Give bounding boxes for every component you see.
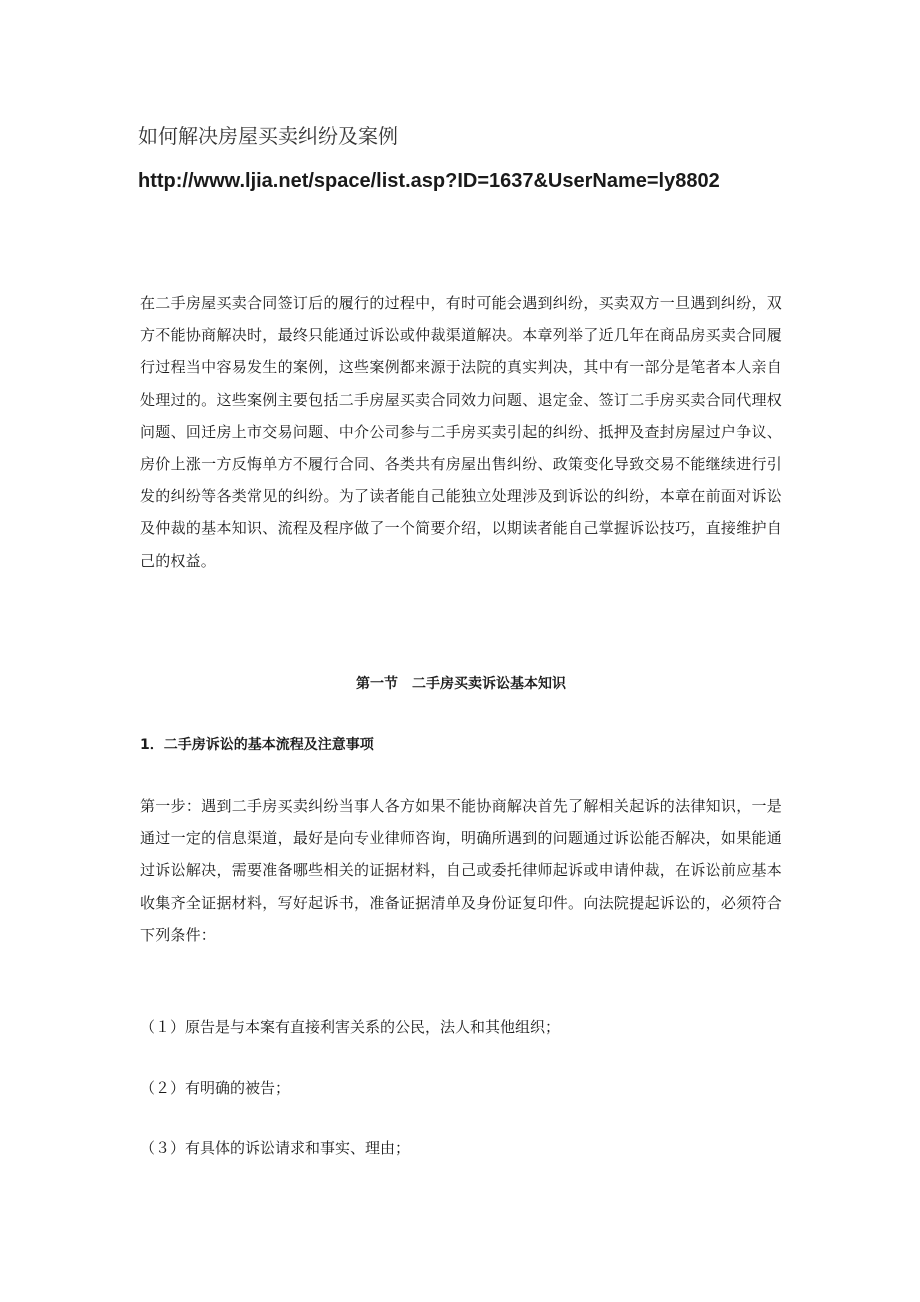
condition-item: （３）有具体的诉讼请求和事实、理由；: [140, 1139, 411, 1157]
sub-heading: 1．二手房诉讼的基本流程及注意事项: [140, 737, 374, 753]
source-url: http://www.ljia.net/space/list.asp?ID=1637&UserName=ly8802: [138, 170, 720, 192]
condition-item: （１）原告是与本案有直接利害关系的公民，法人和其他组织；: [140, 1018, 561, 1036]
intro-paragraph: 在二手房屋买卖合同签订后的履行的过程中，有时可能会遇到纠纷，买卖双方一旦遇到纠纷，双方不能协商解决时，最终只能通过诉讼或仲裁渠道解决。本章列举了近几年在商品房买卖合同履行过程当中容易发生的案例，这些案例都来源于法院的真实判决，其中有一部分是笔者本人亲自处理过的。这些案例主要包括二手房屋买卖合同效力问题、退定金、签订二手房买卖合同代理权问题、回迁房上市交易问题、中介公司参与二手房买卖引起的纠纷、抵押及查封房屋过户争议、房价上涨一方反悔单方不履行合同、各类共有房屋出售纠纷、政策变化导致交易不能继续进行引发的纠纷等各类常见的纠纷。为了读者能自己能独立处理涉及到诉讼的纠纷，本章在前面对诉讼及仲裁的基本知识、流程及程序做了一个简要介绍，以期读者能自己掌握诉讼技巧，直接维护自己的权益。: [140, 294, 782, 570]
document-title: 如何解决房屋买卖纠纷及案例: [138, 124, 398, 148]
section-heading: 第一节 二手房买卖诉讼基本知识: [356, 676, 566, 692]
condition-item: （２）有明确的被告；: [140, 1079, 291, 1097]
step1-paragraph: 第一步：遇到二手房买卖纠纷当事人各方如果不能协商解决首先了解相关起诉的法律知识，一是通过一定的信息渠道，最好是向专业律师咨询，明确所遇到的问题通过诉讼能否解决，如果能通过诉讼解决，需要准备哪些相关的证据材料，自己或委托律师起诉或申请仲裁，在诉讼前应基本收集齐全证据材料，写好起诉书，准备证据清单及身份证复印件。向法院提起诉讼的，必须符合下列条件：: [140, 797, 782, 944]
